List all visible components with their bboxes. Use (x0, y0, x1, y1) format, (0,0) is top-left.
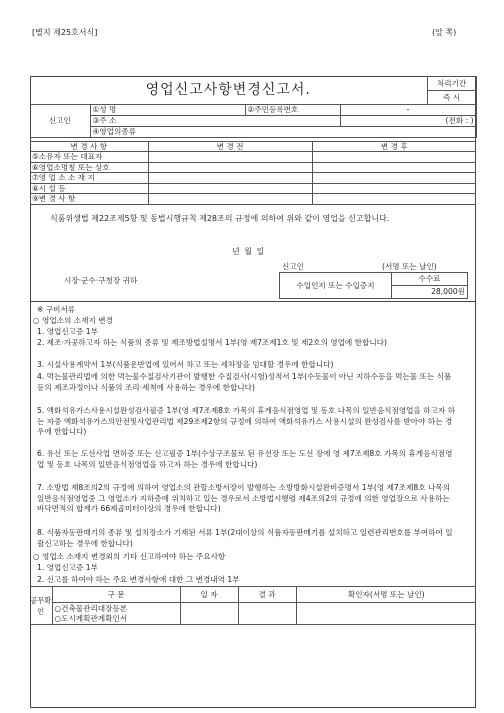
change-item: ⑤소유자 또는 대표자 (30, 152, 148, 163)
reporter-label: 신고인 (282, 262, 305, 271)
verify-col-result: 결 과 (238, 587, 296, 603)
change-header-item: 변 경 사 항 (30, 142, 148, 152)
section1-title: ○ 영업소의 소재지 변경 (33, 316, 113, 325)
item-8: 8. 식품자동판매기의 종류 및 설치장소가 기재된 서류 1부(2대이상의 식품자동판매기를 설치하고 일련관리번호를 부여하여 일괄신고하는 경우에 한합니다) (37, 528, 453, 548)
date-line: 년 월 일 (232, 247, 265, 256)
change-header-before: 변 경 전 (148, 142, 312, 152)
business-type-label: ④영업의종류 (90, 127, 476, 138)
item-7: 7. 소방법 제8조의2의 규정에 의하여 영업소의 관할소방서장이 발행하는 소방방화시설완비증명서 1부(영 제7조제8호 나목의 일반음식점영업중 그 영업소가 지하층에 위치하고 있는 경우로서 소방법시행령 제4조의2의 규정에 의한 영업장으로 사용하는 바닥면적의 합계가 66제곱미터이상의 경우에 한합니다) (37, 483, 451, 514)
item-4: 4. 먹는물관리법에 의한 먹는물수질검사기관이 발행한 수질검사(시험)성적서 1부(수돗물이 아닌 지하수등을 먹는물 또는 식품등의 제조과정이나 식품의 조리·세척에 사용하는 경우에 한합니다) (37, 372, 452, 392)
verify-col-date: 일 자 (180, 587, 238, 603)
rrn-label: ②주민등록번호 (245, 105, 340, 116)
change-item: ⑥영업소명칭 또는 상호 (30, 162, 148, 173)
verify-col-confirm: 확인자(서명 또는 날인) (296, 587, 476, 603)
item-2: 2. 제조·가공하고자 하는 식품의 종류 및 제조방법설명서 1부(영 제7조제1호 및 제2호의 영업에 한합니다) (37, 338, 387, 347)
processing-period-label: 처리기간 (427, 77, 476, 91)
processing-period-value: 즉 시 (427, 91, 476, 105)
rrn-value: - (340, 105, 476, 116)
page-side: (앞 쪽) (432, 28, 457, 37)
signature-label: (서명 또는 날인) (382, 262, 437, 271)
applicant-label: 신고인 (30, 105, 90, 138)
change-item: ⑧시 설 등 (30, 183, 148, 194)
section-divider (30, 301, 476, 302)
form-number: [별지 제25호서식] (32, 28, 98, 37)
documents-header: ※ 구비서류 (37, 305, 76, 314)
change-item: ⑦영 업 소 소 재 지 (30, 173, 148, 184)
change-header-after: 변 경 후 (312, 142, 476, 152)
addressee: 시장·군수·구청장 귀하 (64, 276, 138, 285)
form-title: 영업신고사항변경신고서. (30, 77, 427, 105)
phone-field: (전화 : ) (340, 116, 476, 127)
change-item: ⑨변 경 사 항 (30, 194, 148, 205)
section2-title: ○ 영업소 소재지 변경외의 기타 신고하여야 하는 주요사항 (33, 552, 226, 561)
item-1: 1. 영업신고증 1부 (37, 327, 98, 336)
verify-side-label: 공무확인 (30, 587, 52, 625)
item2-2: 2. 신고를 하여야 하는 주요 변경사항에 대한 그 변경내역 1부 (37, 575, 240, 584)
verify-col-item: 구 문 (52, 587, 180, 603)
item-6: 6. 유선 또는 도선사업 면허증 또는 신고필증 1부(수상구조물로 된 유선장 또는 도선 장에 영 제7조제8호 가목의 휴게음식점영업 및 동호 나목의 일반음식점영업을 하고자 하는 경우에 한합니다) (37, 449, 453, 469)
item-5: 5. 액화석유가스사용시설완성검사필증 1부(영 제7조제8호 가목의 휴게음식점영업 및 동호 나목의 일반음식점영업을 하고자 하는 자중 액화석유가스의안전및사업관리법 제29조제2항의 규정에 의하여 액화석유가스 사용시설의 완성검사를 받아야 하는 경우에 한합니다) (37, 406, 456, 437)
name-label: ①성 명 (90, 105, 245, 116)
fee-table (279, 272, 468, 299)
address-label: ③주 소 (90, 116, 340, 127)
verify-row-item: ○도시계획관계확인서 (52, 614, 180, 625)
fee-value: 28,000원 (392, 286, 468, 299)
item-3: 3. 시설사용계약서 1부(식품운반업에 있어서 차고 또는 세차장을 임대할 경우에 한합니다) (37, 360, 334, 369)
declaration-text: 식품위생법 제22조제5항 및 동법시행규칙 제28조의 규정에 의하여 위와 같이 영업을 신고합니다. (50, 214, 390, 223)
item2-1: 1. 영업신고증 1부 (37, 563, 98, 572)
change-table (30, 141, 476, 205)
stamp-label: 수입인지 또는 수입증지 (280, 273, 392, 299)
verify-row-item: ○건축물관리대장등본 (52, 603, 180, 614)
header-table (30, 76, 477, 138)
fee-label: 수수료 (392, 273, 468, 286)
verification-table (30, 586, 476, 625)
